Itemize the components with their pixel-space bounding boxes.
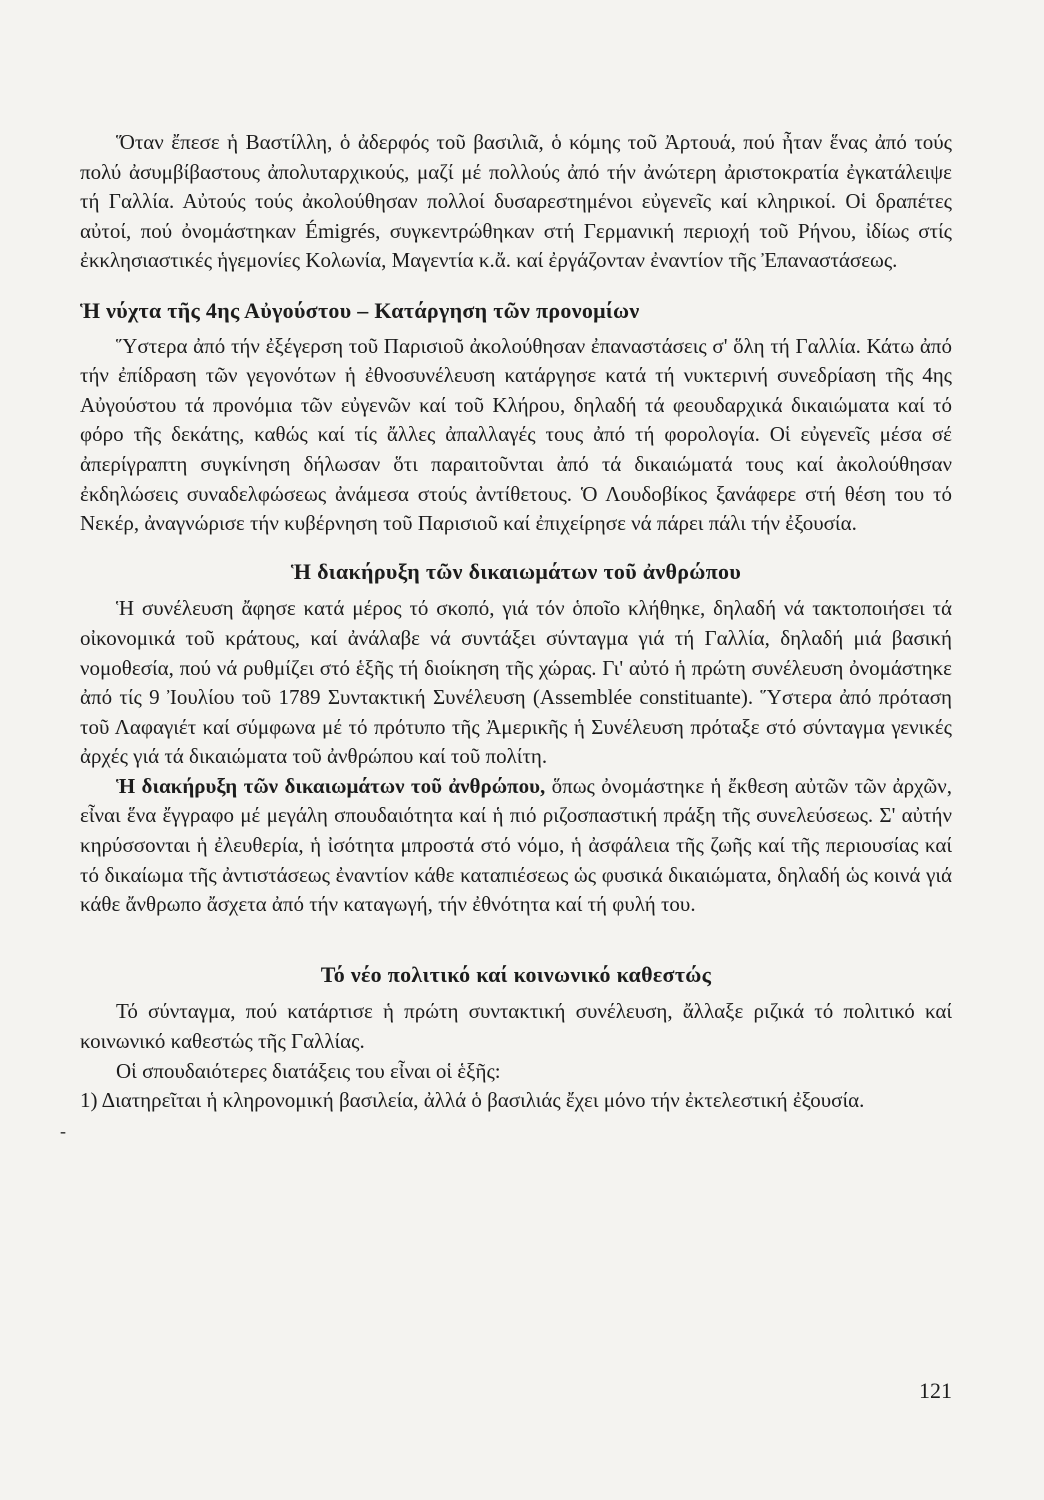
heading-night-of-august-4: Ἡ νύχτα τῆς 4ης Αὐγούστου – Κατάργηση τῶν προνομίων — [80, 297, 640, 323]
heading-declaration-of-rights: Ἡ διακήρυξη τῶν δικαιωμάτων τοῦ ἀνθρώπου — [290, 558, 742, 584]
list-item-hereditary-monarchy: 1) Διατηρεῖται ἡ κληρονομική βασιλεία, ἀλλά ὁ βασιλιάς ἔχει μόνο τήν ἐκτελεστική ἐξουσία. — [80, 1088, 865, 1113]
paragraph-constitution: Τό σύνταγμα, πού κατάρτισε ἡ πρώτη συντακτική συνέλευση, ἄλλαξε ριζικά τό πολιτικό καί κοινωνικό καθεστώς τῆς Γαλλίας. — [80, 999, 952, 1054]
declaration-bold-phrase: Ἡ διακήρυξη τῶν δικαιωμάτων τοῦ ἀνθρώπου, — [116, 773, 546, 798]
paragraph-abolition-of-privileges: Ὕστερα ἀπό τήν ἐξέγερση τοῦ Παρισιοῦ ἀκολούθησαν ἐπαναστάσεις σ' ὅλη τή Γαλλία. Κάτω ἀπό τήν ἐπίδραση τῶν γεγονότων ἡ ἐθνοσυνέλευση κατάργησε κατά τή νυκτερινή συνεδρίαση τῆς 4ης Αὐγούστου τά προνόμια τῶν εὐγενῶν καί τοῦ Κλήρου, δηλαδή τά φεουδαρχικά δικαιώματα καί τό φόρο τῆς δεκάτης, καθώς καί τίς ἄλλες ἀπαλλαγές τους ἀπό τή φορολογία. Οἱ εὐγενεῖς μέσα σέ ἀπερίγραπτη συγκίνηση δήλωσαν ὅτι παραιτοῦνται ἀπό τά δικαιώματά τους καί ἀκολούθησαν ἐκδηλώσεις συναδελφώσεως ἀνάμεσα στούς ἀντίθετους. Ὁ Λουδοβίκος ξανάφερε στή θέση του τό Νεκέρ, ἀναγνώρισε τήν κυβέρνηση τοῦ Παρισιοῦ καί ἐπιχείρησε νά πάρει πάλι τήν ἐξουσία. — [80, 333, 952, 536]
paragraph-emigres: Ὅταν ἔπεσε ἡ Βαστίλλη, ὁ ἀδερφός τοῦ βασιλιᾶ, ὁ κόμης τοῦ Ἀρτουά, πού ἦταν ἕνας ἀπό τούς πολύ ἀσυμβίβαστους ἀπολυταρχικούς, μαζί μέ πολλούς ἀπό τήν ἀνώτερη ἀριστοκρατία ἐγκατάλειψε τή Γαλλία. Αὐτούς τούς ἀκολούθησαν πολλοί δυσαρεστημένοι εὐγενεῖς καί κληρικοί. Οἱ δραπέτες αὐτοί, πού ὀνομάστηκαν Émigrés, συγκεντρώθηκαν στή Γερμανική περιοχή τοῦ Ρήνου, ἰδίως στίς ἐκκλησιαστικές ἡγεμονίες Κολωνία, Μαγεντία κ.ἄ. καί ἐργάζονταν ἐναντίον τῆς Ἐπαναστάσεως. — [80, 130, 952, 273]
paragraph-declaration-content — [80, 772, 952, 920]
page-number: 121 — [919, 1378, 952, 1403]
margin-mark: - — [60, 1121, 66, 1141]
document-body — [80, 128, 952, 1116]
declaration-text: ὅπως ὀνομάστηκε ἡ ἔκθεση αὐτῶν τῶν ἀρχῶν, εἶναι ἕνα ἔγγραφο μέ μεγάλη σπουδαιότητα καί ἡ πιό ριζοσπαστική πράξη τῆς συνελεύσεως. Σ' αὐτήν κηρύσσονται ἡ ἐλευθερία, ἡ ἰσότητα μπροστά στό νόμο, ἡ ἀσφάλεια τῆς ζωῆς καί τῆς περιουσίας καί τό δικαίωμα τῆς ἀντιστάσεως ἐναντίον κάθε καταπιέσεως ὡς φυσικά δικαιώματα, δηλαδή ὡς κοινά γιά κάθε ἄνθρωπο ἄσχετα ἀπό τήν καταγωγή, τήν ἐθνότητα καί τή φυλή του. — [80, 773, 953, 917]
paragraph-constituent-assembly: Ἡ συνέλευση ἄφησε κατά μέρος τό σκοπό, γιά τόν ὁποῖο κλήθηκε, δηλαδή νά τακτοποιήσει τά οἰκονομικά τοῦ κράτους, καί ἀνάλαβε νά συντάξει σύνταγμα γιά τή Γαλλία, δηλαδή μιά βασική νομοθεσία, πού νά ρυθμίζει στό ἑξῆς τή διοίκηση τῆς χώρας. Γι' αὐτό ἡ πρώτη συνέλευση ὀνομάστηκε ἀπό τίς 9 Ἰουλίου τοῦ 1789 Συντακτική Συνέλευση (Assemblée constituante). Ὕστερα ἀπό πρόταση τοῦ Λαφαγιέτ καί σύμφωνα μέ τό πρότυπο τῆς Ἀμερικῆς ἡ Συνέλευση πρόταξε στό σύνταγμα γενικές ἀρχές γιά τά δικαιώματα τοῦ ἀνθρώπου καί τοῦ πολίτη. — [80, 596, 952, 769]
heading-new-regime: Τό νέο πολιτικό καί κοινωνικό καθεστώς — [320, 961, 712, 987]
paragraph-provisions-intro: Οἱ σπουδαιότερες διατάξεις του εἶναι οἱ ἑξῆς: — [116, 1058, 501, 1083]
